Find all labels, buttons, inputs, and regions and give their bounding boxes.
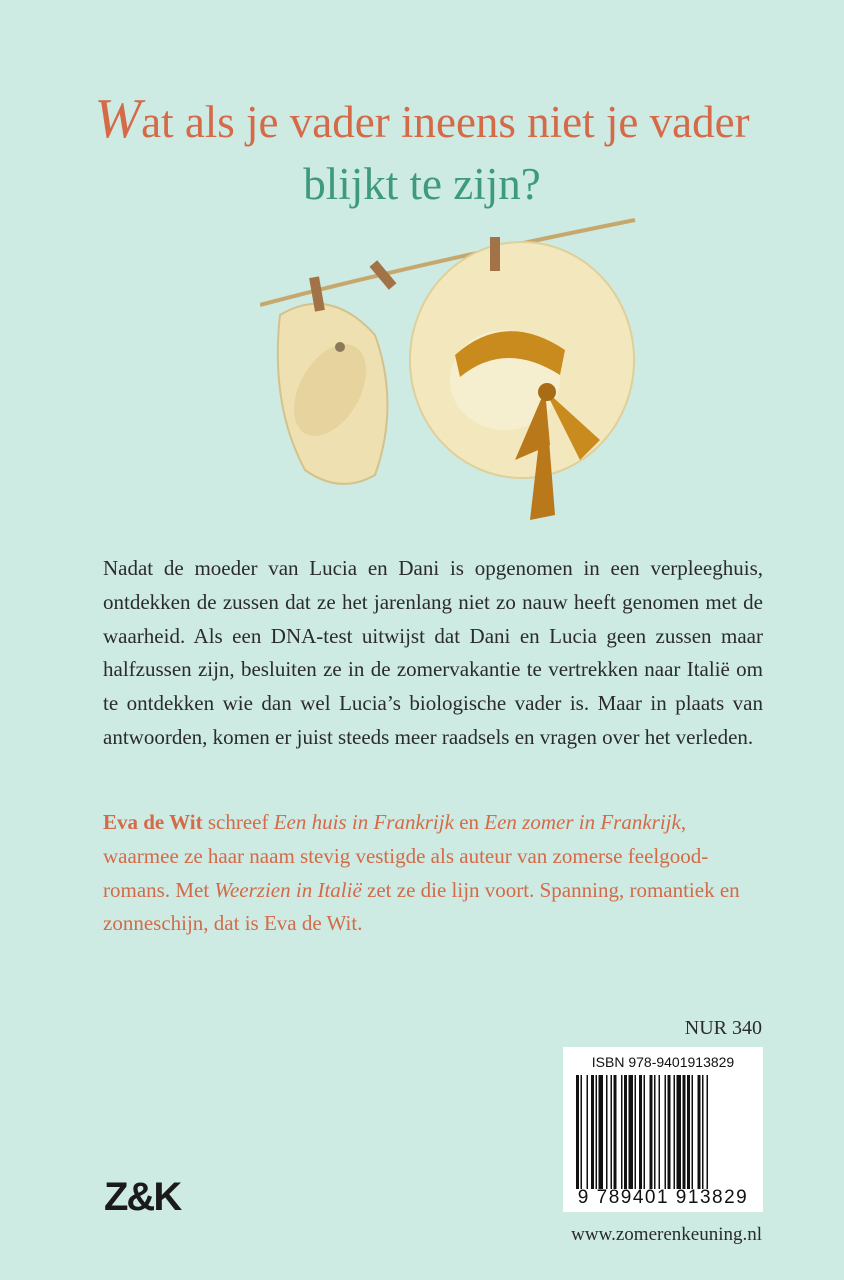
headline-line-2: blijkt te zijn? [303,159,541,209]
barcode-bar [629,1075,634,1189]
large-straw-hat [410,242,634,520]
author-name: Eva de Wit [103,810,203,834]
author-bio: Eva de Wit schreef Een huis in Frankrijk en Een zomer in Frankrijk, waarmee ze haar naam stevig vestigde als auteur van zomerse feelgoodromans. Met Weerzien in Italië zet ze die lijn voort. Spanning, romantiek en zonneschijn, dat is Eva de Wit. [103,810,740,936]
barcode-bar [581,1075,583,1189]
barcode-bar [683,1075,686,1189]
barcode-bar [698,1075,701,1189]
barcode-bar [692,1075,694,1189]
book-title: Een huis in Frankrijk [273,810,454,834]
isbn-label: ISBN 978-9401913829 [591,1054,735,1070]
headline-initial: W [94,88,142,150]
barcode-bar [596,1075,598,1189]
barcode-bar [599,1075,604,1189]
publisher-logo: Z&K [104,1175,181,1219]
book-title: Weerzien in Italië [214,877,362,902]
barcode-bar [624,1075,627,1189]
barcode-bar [587,1075,589,1189]
barcode-bar [621,1075,623,1189]
clothespin [490,237,500,271]
barcode-bar [674,1075,676,1189]
barcode-bar [639,1075,642,1189]
small-straw-hat [278,304,388,484]
barcode-bar [606,1075,608,1189]
straw-hats-illustration [260,215,640,535]
barcode [563,1047,763,1212]
barcode-bars [576,1075,758,1189]
publisher-website: www.zomerenkeuning.nl [571,1224,762,1245]
headline-line-1-text: at als je vader ineens niet je vader [141,97,750,147]
barcode-bar [665,1075,667,1189]
isbn-digits: 9 789401 913829 [577,1187,749,1208]
barcode-bar [677,1075,682,1189]
headline-line-1 [0,88,844,153]
barcode-bar [591,1075,594,1189]
nur-code: NUR 340 [684,1017,762,1039]
barcode-bar [707,1075,709,1189]
barcode-bar [611,1075,613,1189]
barcode-bar [650,1075,653,1189]
barcode-bar [654,1075,656,1189]
barcode-bar [644,1075,646,1189]
book-blurb: Nadat de moeder van Lucia en Dani is opgenomen in een verpleeghuis, ontdekken de zussen dat ze het jarenlang niet zo nauw heeft genomen met de waarheid. Als een DNA-test uitwijst dat Dani en Lucia geen zussen maar halfzussen zijn, besluiten ze in de zomervakantie te vertrekken naar Italië om te ontdekken wie dan wel Lucia’s biologische vader is. Maar in plaats van antwoorden, komen er juist steeds meer raadsels en vragen over het verleden. [103,556,763,749]
barcode-bar [668,1075,671,1189]
barcode-bar [635,1075,637,1189]
barcode-bar [576,1075,579,1189]
barcode-bar [614,1075,617,1189]
book-title: Een zomer in Frankrijk [484,810,681,834]
barcode-bar [659,1075,661,1189]
headline [0,88,844,215]
barcode-bar [687,1075,690,1189]
barcode-bar [702,1075,704,1189]
